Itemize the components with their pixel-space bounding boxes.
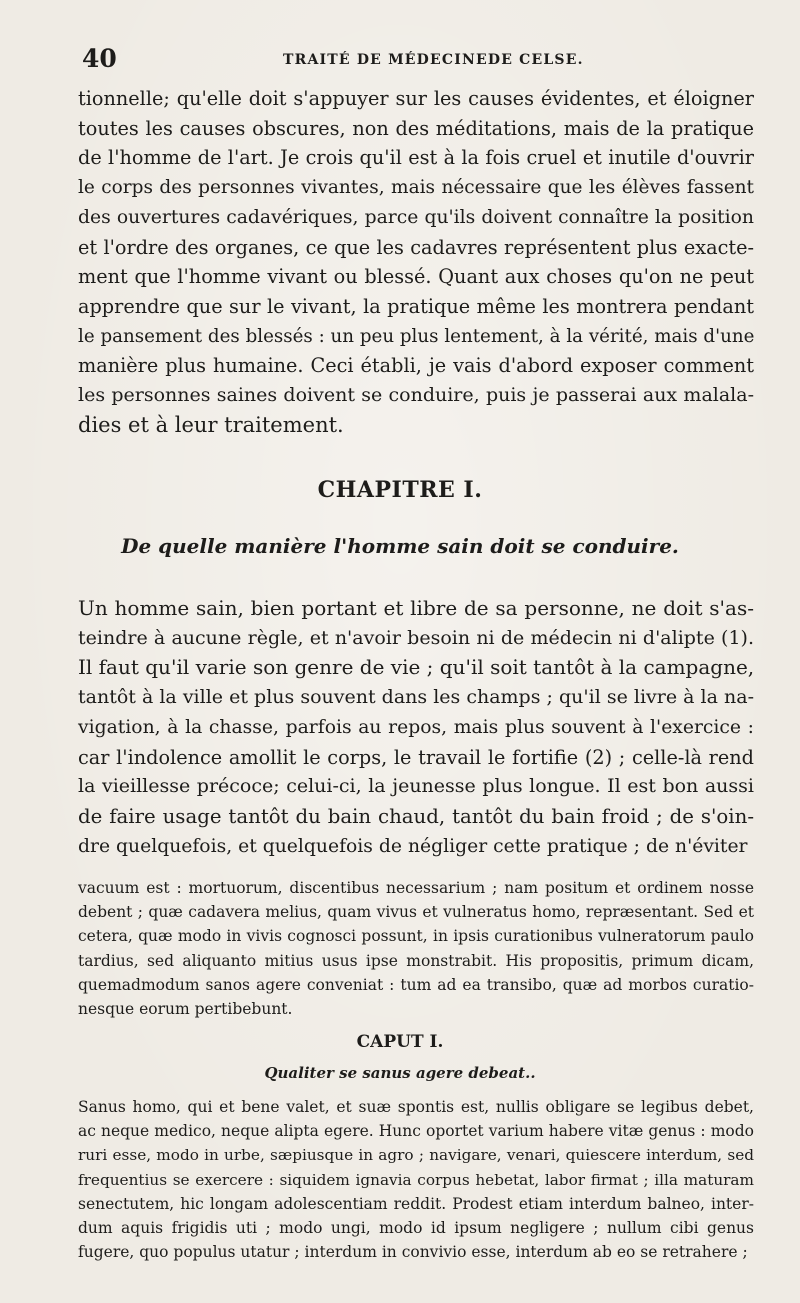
text-line: tionnelle; qu'elle doit s'appuyer sur les causes évidentes, et éloigner [78, 87, 754, 110]
caput-title: CAPUT I. [356, 1032, 444, 1052]
text-line: dies et à leur traitement. [78, 412, 344, 437]
latin-line: debent ; quæ cadavera melius, quam vivus et vulneratus homo, repræsentant. Sed et [78, 903, 754, 922]
text-line: de faire usage tantôt du bain chaud, tantôt du bain froid ; de s'oin- [78, 804, 754, 828]
chapter-subtitle: De quelle manière l'homme sain doit se conduire. [121, 534, 679, 558]
caput-subtitle: Qualiter se sanus agere debeat.. [264, 1064, 536, 1082]
chapter-paragraph [78, 594, 754, 861]
latin-line: quemadmodum sanos agere conveniat : tum ad ea transibo, quæ ad morbos curatio- [78, 975, 754, 994]
latin-line: ruri esse, modo in urbe, sæpiusque in agro ; navigare, venari, quiescere interdum, sed [78, 1146, 754, 1165]
latin-line: senectutem, hic longam adolescentiam reddit. Prodest etiam interdum balneo, inter- [78, 1194, 754, 1213]
text-line: tantôt à la ville et plus souvent dans les champs ; qu'il se livre à la na- [78, 686, 754, 709]
text-line: de l'homme de l'art. Je crois qu'il est à la fois cruel et inutile d'ouvrir [78, 146, 754, 170]
page-header [78, 40, 758, 74]
text-line: dre quelquefois, et quelquefois de négliger cette pratique ; de n'éviter [78, 835, 748, 857]
text-line: car l'indolence amollit le corps, le travail le fortifie (2) ; celle-là rend [78, 745, 754, 769]
latin-line: Sanus homo, qui et bene valet, et suæ spontis est, nullis obligare se legibus debet, [78, 1098, 754, 1116]
latin-line: tardius, sed aliquanto mitius usus ipse monstrabit. His propositis, primum dicam, [78, 951, 754, 970]
page-number: 40 [82, 44, 117, 73]
latin-line: vacuum est : mortuorum, discentibus necessarium ; nam positum et ordinem nosse [78, 879, 754, 897]
caput-latin-text [78, 1095, 754, 1264]
latin-line: nesque eorum pertibebunt. [78, 1000, 293, 1019]
text-line: le corps des personnes vivantes, mais nécessaire que les élèves fassent [78, 177, 754, 199]
text-line: toutes les causes obscures, non des méditations, mais de la pratique [78, 116, 754, 140]
text-line: ment que l'homme vivant ou blessé. Quant aux choses qu'on ne peut [78, 265, 754, 289]
text-line: Il faut qu'il varie son genre de vie ; qu'il soit tantôt à la campagne, [78, 655, 755, 680]
text-line: et l'ordre des organes, ce que les cadavres représentent plus exacte- [78, 235, 754, 259]
latin-line: frequentius se exercere : siquidem ignavia corpus hebetat, labor firmat ; illa maturam [78, 1170, 754, 1189]
latin-line: cetera, quæ modo in vivis cognosci possunt, in ipsis curationibus vulneratorum paulo [78, 927, 754, 946]
intro-paragraph [78, 84, 754, 440]
text-line: teindre à aucune règle, et n'avoir besoin ni de médecin ni d'alipte (1). [78, 626, 754, 649]
latin-original-text [78, 876, 754, 1021]
running-title: TRAITÉ DE MÉDECINEDE CELSE. [283, 52, 584, 68]
chapter-title: CHAPITRE I. [317, 477, 483, 503]
latin-line: fugere, quo populus utatur ; interdum in convivio esse, interdum ab eo se retrahere ; [78, 1243, 748, 1262]
text-line: les personnes saines doivent se conduire, puis je passerai aux malala- [78, 384, 754, 407]
text-line: le pansement des blessés : un peu plus lentement, à la vérité, mais d'une [78, 325, 755, 347]
text-line: des ouvertures cadavériques, parce qu'ils doivent connaître la position [78, 206, 754, 228]
text-line: vigation, à la chasse, parfois au repos, mais plus souvent à l'exercice : [78, 716, 754, 738]
text-line: Un homme sain, bien portant et libre de sa personne, ne doit s'as- [78, 596, 754, 620]
text-line: apprendre que sur le vivant, la pratique même les montrera pendant [78, 294, 754, 318]
text-line: la vieillesse précoce; celui-ci, la jeunesse plus longue. Il est bon aussi [78, 775, 754, 798]
latin-line: dum aquis frigidis uti ; modo ungi, modo id ipsum negligere ; nullum cibi genus [78, 1219, 754, 1238]
text-line: manière plus humaine. Ceci établi, je vais d'abord exposer comment [78, 354, 754, 378]
latin-line: ac neque medico, neque alipta egere. Hunc oportet varium habere vitæ genus : modo [78, 1122, 754, 1141]
